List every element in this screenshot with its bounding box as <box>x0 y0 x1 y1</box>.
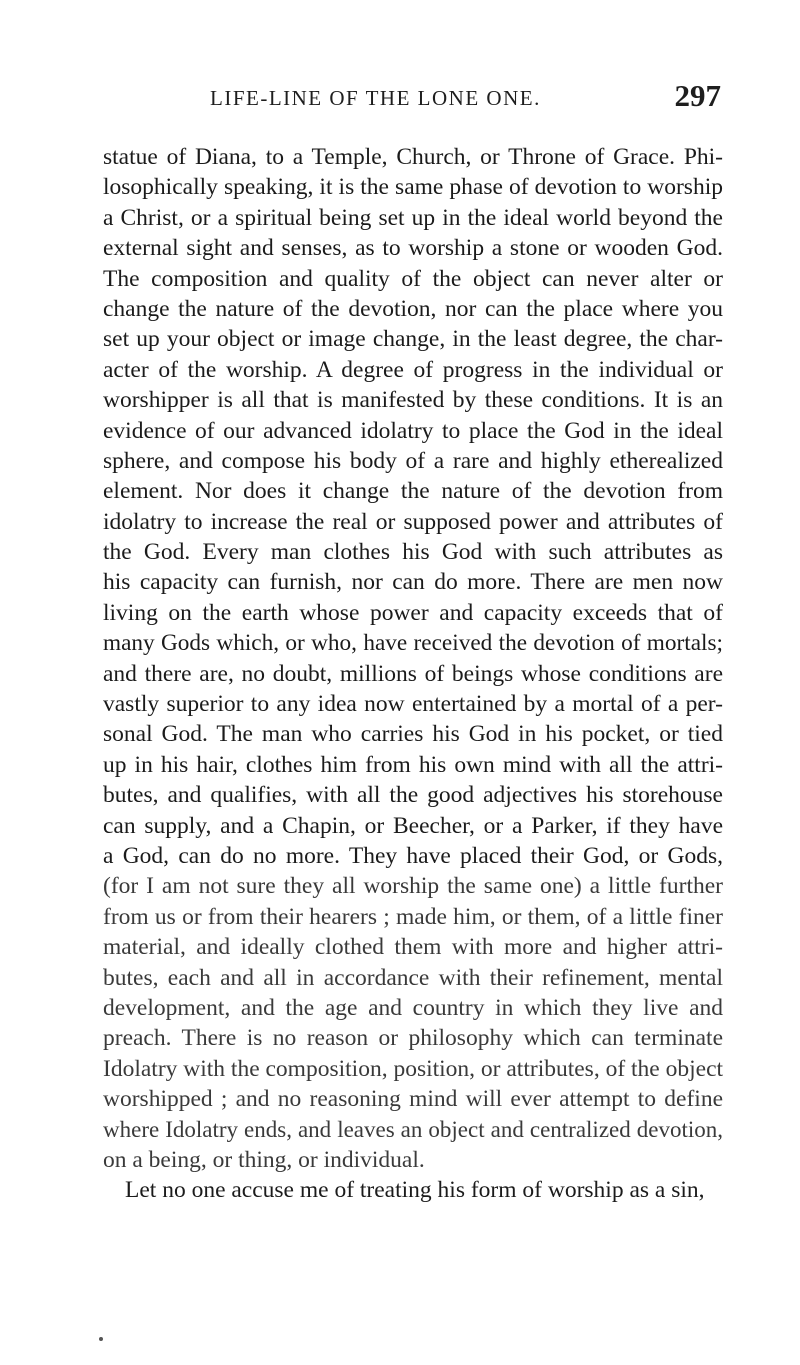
text-line: Idolatry with the composition, position, or attributes, of the object <box>103 1055 724 1082</box>
text-line: change the nature of the devotion, nor can the place where you <box>103 295 723 322</box>
text-line: his capacity can furnish, nor can do more. There are men now <box>103 569 723 596</box>
page-number: 297 <box>674 78 721 113</box>
text-line: vastly superior to any idea now entertained by a mortal of a per- <box>103 691 723 718</box>
text-line: (for I am not sure they all worship the same one) a little further <box>103 873 723 900</box>
text-line: where Idolatry ends, and leaves an object and centralized devotion, <box>103 1116 723 1142</box>
text-line: from us or from their hearers ; made him, or them, of a little finer <box>103 903 723 930</box>
text-line: and there are, no doubt, millions of beings whose conditions are <box>103 660 723 687</box>
text-line: material, and ideally clothed them with more and higher attri- <box>103 934 723 961</box>
text-line: losophically speaking, it is the same phase of devotion to worship <box>103 174 723 201</box>
text-line: sonal God. The man who carries his God in his pocket, or tied <box>103 721 723 748</box>
text-line: can supply, and a Chapin, or Beecher, or a Parker, if they have <box>103 812 723 839</box>
text-line: sphere, and compose his body of a rare and highly etherealized <box>103 447 723 474</box>
text-line: many Gods which, or who, have received the devotion of mortals; <box>103 630 723 657</box>
text-line: set up your object or image change, in the least degree, the char- <box>103 326 723 353</box>
text-line: Let no one accuse me of treating his form of worship as a sin, <box>125 1177 705 1204</box>
ink-speck <box>99 1337 103 1341</box>
text-line: evidence of our advanced idolatry to place the God in the ideal <box>103 417 723 444</box>
paragraph-end-line: on a being, or thing, or individual. <box>103 1146 425 1173</box>
text-line: butes, and qualifies, with all the good adjectives his storehouse <box>103 782 723 809</box>
text-line: development, and the age and country in which they live and <box>103 994 723 1021</box>
text-line: idolatry to increase the real or supposed power and attributes of <box>103 508 723 535</box>
text-line: element. Nor does it change the nature of the devotion from <box>103 478 723 505</box>
text-line: worshipper is all that is manifested by these conditions. It is an <box>103 387 723 414</box>
running-title: LIFE-LINE OF THE LONE ONE. <box>210 86 541 110</box>
text-line: The composition and quality of the object can never alter or <box>103 265 723 292</box>
text-line: up in his hair, clothes him from his own mind with all the attri- <box>103 751 723 778</box>
text-line: butes, each and all in accordance with their refinement, mental <box>103 964 723 991</box>
text-line: worshipped ; and no reasoning mind will ever attempt to define <box>103 1086 723 1113</box>
text-line: external sight and senses, as to worship a stone or wooden God. <box>103 235 723 262</box>
text-line: preach. There is no reason or philosophy which can terminate <box>103 1025 723 1052</box>
text-line: living on the earth whose power and capacity exceeds that of <box>103 599 723 626</box>
body-text <box>103 142 723 1206</box>
text-line: a God, can do no more. They have placed their God, or Gods, <box>103 842 723 869</box>
text-line: acter of the worship. A degree of progress in the individual or <box>103 356 723 383</box>
text-line: the God. Every man clothes his God with such attributes as <box>103 539 723 566</box>
text-line: statue of Diana, to a Temple, Church, or Throne of Grace. Phi- <box>103 144 723 170</box>
text-line: a Christ, or a spiritual being set up in the ideal world beyond the <box>103 204 723 231</box>
